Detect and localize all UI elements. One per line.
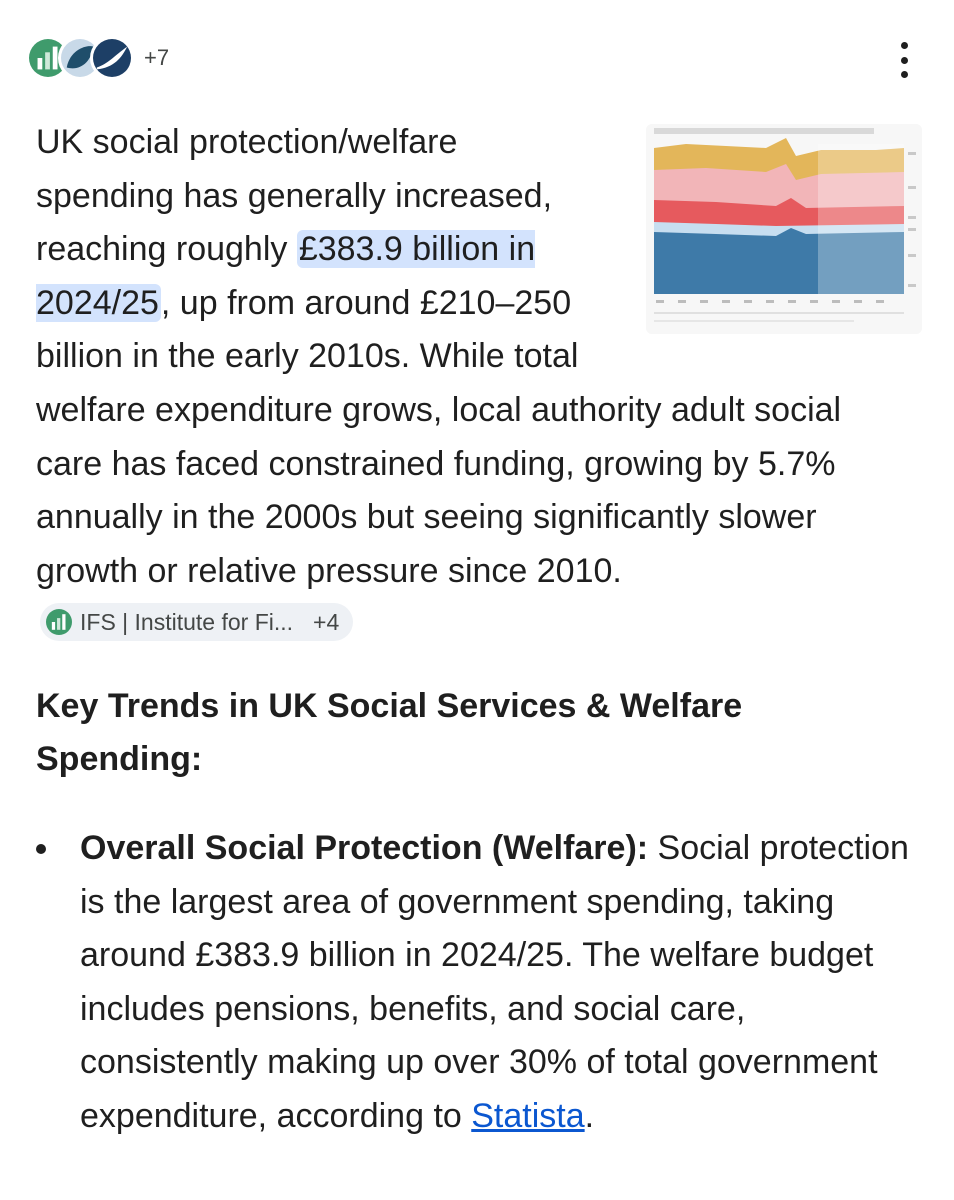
- intro-text-1: UK social protection/welfare spending has generally increased, reaching roughly: [36, 123, 553, 269]
- thumbnail-spacer: [582, 116, 916, 342]
- citation-label: IFS | Institute for Fi...: [80, 609, 294, 636]
- bullet-icon: [36, 844, 46, 854]
- highlighted-figure[interactable]: £383.9 billion in 2024/25: [36, 230, 536, 322]
- intro-paragraph: [36, 116, 916, 652]
- kebab-dot: [901, 42, 908, 49]
- trends-list: [36, 822, 926, 1143]
- statista-link[interactable]: Statista: [471, 1096, 585, 1135]
- bullet-end: .: [584, 1096, 595, 1135]
- kebab-dot: [901, 71, 908, 78]
- kebab-dot: [901, 57, 908, 64]
- ifs-logo-icon: [46, 609, 72, 635]
- list-item: [36, 822, 926, 1143]
- intro-text-2: , up from around £210–250 billion in the early 2010s. While total welfare expenditure grows, local authority adult social care has faced constrained funding, growing by 5.7% annually in the 2000s but seeing significantly slower growth or relative pressure since 2010.: [36, 283, 842, 590]
- citation-count: +4: [313, 609, 340, 636]
- bullet-title: Overall Social Protection (Welfare):: [80, 829, 649, 867]
- source-avatars[interactable]: [26, 30, 169, 86]
- swoosh-logo-icon: [90, 36, 134, 80]
- citation-chip[interactable]: [40, 603, 353, 641]
- section-heading: Key Trends in UK Social Services & Welfare Spending:: [36, 687, 743, 778]
- bullet-text: Social protection is the largest area of government spending, taking around £383.9 billion in 2024/25. The welfare budget includes pensions, benefits, and social care, consistently making up over 30% of total government expenditure, according to: [80, 829, 909, 1135]
- more-options-button[interactable]: [892, 42, 916, 78]
- more-sources-count: +7: [144, 45, 170, 70]
